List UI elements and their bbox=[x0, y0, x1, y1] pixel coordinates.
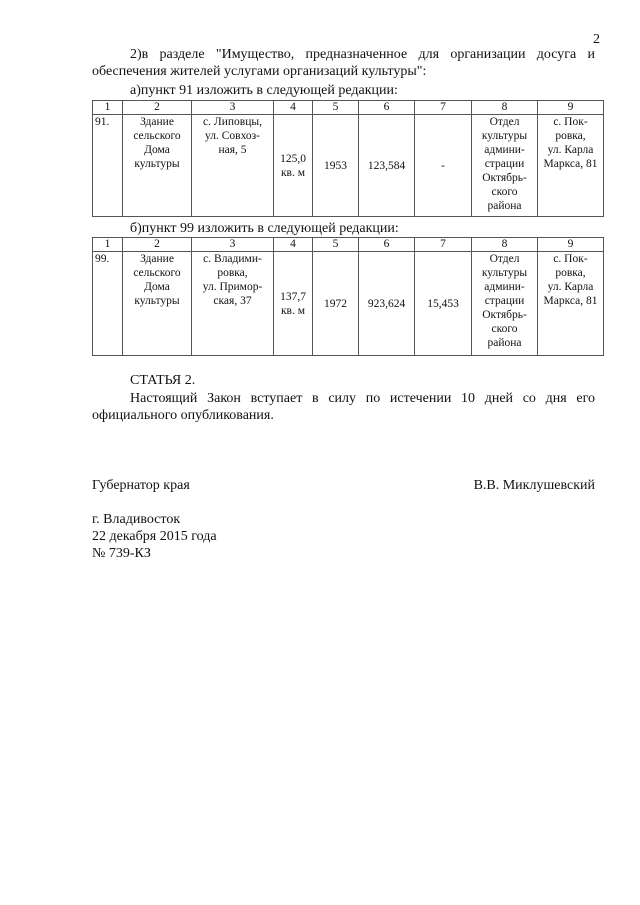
header-cell: 8 bbox=[472, 101, 538, 115]
object-holder: Отдел культуры админи- страции Октябрь- ского района bbox=[472, 252, 538, 356]
object-value: 123,584 bbox=[359, 115, 415, 217]
table-row bbox=[93, 252, 604, 356]
object-value: 923,624 bbox=[359, 252, 415, 356]
header-cell: 5 bbox=[313, 101, 359, 115]
intro-paragraph: 2)в разделе "Имущество, предназначенное для организации досуга и обеспечения жителей услугами организаций культуры": bbox=[92, 47, 595, 79]
table-item-99 bbox=[92, 237, 604, 356]
item-number: 91. bbox=[93, 115, 123, 217]
object-year: 1953 bbox=[313, 115, 359, 217]
item-number: 99. bbox=[93, 252, 123, 356]
footer-date: 22 декабря 2015 года bbox=[92, 529, 217, 544]
footer-number: № 739-КЗ bbox=[92, 546, 151, 561]
object-col7: - bbox=[415, 115, 472, 217]
header-cell: 6 bbox=[359, 238, 415, 252]
item-b-heading: б)пункт 99 изложить в следующей редакции: bbox=[130, 221, 399, 236]
object-year: 1972 bbox=[313, 252, 359, 356]
table-header-row bbox=[93, 101, 604, 115]
header-cell: 9 bbox=[538, 101, 604, 115]
article-text: Настоящий Закон вступает в силу по истечении 10 дней со дня его официального опубликования. bbox=[92, 391, 595, 423]
footer-city: г. Владивосток bbox=[92, 512, 181, 527]
object-holder: Отдел культуры админи- страции Октябрь- ского района bbox=[472, 115, 538, 217]
header-cell: 1 bbox=[93, 101, 123, 115]
header-cell: 2 bbox=[123, 101, 192, 115]
article-heading: СТАТЬЯ 2. bbox=[130, 373, 196, 388]
object-col7: 15,453 bbox=[415, 252, 472, 356]
header-cell: 8 bbox=[472, 238, 538, 252]
object-name: Здание сельского Дома культуры bbox=[123, 252, 192, 356]
object-address: с. Липовцы, ул. Совхоз- ная, 5 bbox=[192, 115, 274, 217]
header-cell: 6 bbox=[359, 101, 415, 115]
object-name: Здание сельского Дома культуры bbox=[123, 115, 192, 217]
header-cell: 4 bbox=[274, 238, 313, 252]
header-cell: 4 bbox=[274, 101, 313, 115]
signature-name: В.В. Миклушевский bbox=[473, 478, 595, 493]
header-cell: 1 bbox=[93, 238, 123, 252]
header-cell: 3 bbox=[192, 101, 274, 115]
header-cell: 3 bbox=[192, 238, 274, 252]
page-number: 2 bbox=[593, 32, 600, 47]
header-cell: 2 bbox=[123, 238, 192, 252]
header-cell: 5 bbox=[313, 238, 359, 252]
table-header-row bbox=[93, 238, 604, 252]
header-cell: 9 bbox=[538, 238, 604, 252]
object-location: с. Пок- ровка, ул. Карла Маркса, 81 bbox=[538, 252, 604, 356]
object-area: 137,7 кв. м bbox=[274, 252, 313, 356]
object-area: 125,0 кв. м bbox=[274, 115, 313, 217]
header-cell: 7 bbox=[415, 101, 472, 115]
table-row bbox=[93, 115, 604, 217]
header-cell: 7 bbox=[415, 238, 472, 252]
signature-role: Губернатор края bbox=[92, 478, 190, 493]
object-address: с. Владими- ровка, ул. Примор- ская, 37 bbox=[192, 252, 274, 356]
item-a-heading: а)пункт 91 изложить в следующей редакции: bbox=[130, 83, 398, 98]
table-item-91 bbox=[92, 100, 604, 217]
object-location: с. Пок- ровка, ул. Карла Маркса, 81 bbox=[538, 115, 604, 217]
